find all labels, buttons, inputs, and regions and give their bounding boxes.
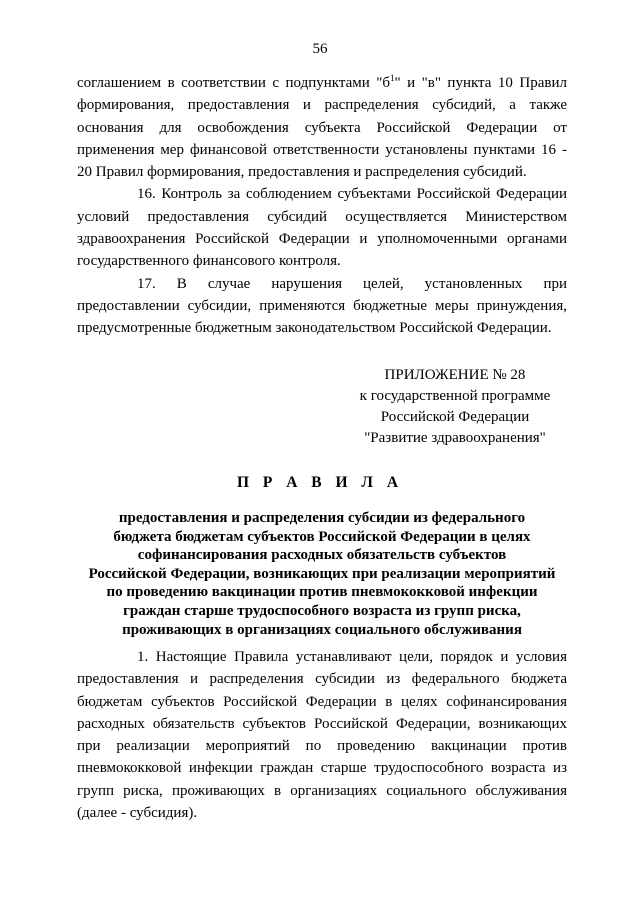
paragraph-text: соглашением в соответствии с подпунктами "б: [77, 75, 391, 91]
paragraph-continuation: [77, 72, 567, 183]
paragraph-17: 17. В случае нарушения целей, установленных при предоставлении субсидии, применяются бюджетные меры принуждения, предусмотренные бюджетным законодательством Российской Федерации.: [77, 275, 567, 337]
subtitle-line: предоставления и распределения субсидии из федерального: [118, 510, 526, 526]
page-number: 56: [312, 41, 328, 57]
paragraph-1: 1. Настоящие Правила устанавливают цели, порядок и условия предоставления и распределения субсидии из федерального бюджета бюджетам субъектов Российской Федерации в целях софинансирования расходных обязательств субъектов Российской Федерации, возникающих при реализации мероприятий по проведению вакцинации против пневмококковой инфекции граждан старше трудоспособного возраста из групп риска, проживающих в организациях социального обслуживания (далее - субсидия).: [77, 649, 567, 822]
rules-title: П Р А В И Л А: [236, 474, 404, 491]
subtitle-line: проживающих в организациях социального обслуживания: [122, 621, 522, 638]
paragraph-text: " и "в" пункта 10 Правил формирования, предоставления и распределения субсидий, а также основания для освобождения субъекта Российской Федерации от применения мер финансовой ответственности установлены пунктами 16 - 20 Правил формирования, предоставления и распределения субсидий.: [77, 75, 567, 181]
superscript: 1: [390, 73, 395, 83]
paragraph-16: 16. Контроль за соблюдением субъектами Российской Федерации условий предоставления субсидий осуществляется Министерством здравоохранения Российской Федерации и уполномоченными органами государственного финансового контроля.: [77, 186, 567, 270]
subtitle-line: Российской Федерации, возникающих при реализации мероприятий: [88, 565, 556, 582]
appendix-header: [330, 365, 580, 449]
subtitle-line: граждан старше трудоспособного возраста из групп риска,: [123, 602, 521, 619]
appendix-program-name: "Развитие здравоохранения": [364, 430, 546, 446]
appendix-number: ПРИЛОЖЕНИЕ № 28: [384, 367, 526, 383]
appendix-reference: Российской Федерации: [380, 409, 530, 425]
appendix-reference: к государственной программе: [359, 388, 551, 404]
subtitle-line: по проведению вакцинации против пневмококковой инфекции: [106, 584, 538, 601]
rules-body-text-block: [77, 646, 567, 824]
continuation-text-block: [77, 72, 567, 340]
subtitle-line: софинансирования расходных обязательств субъектов: [137, 547, 507, 564]
subtitle-line: бюджета бюджетам субъектов Российской Федерации в целях: [113, 528, 531, 545]
rules-subtitle: [77, 509, 567, 639]
